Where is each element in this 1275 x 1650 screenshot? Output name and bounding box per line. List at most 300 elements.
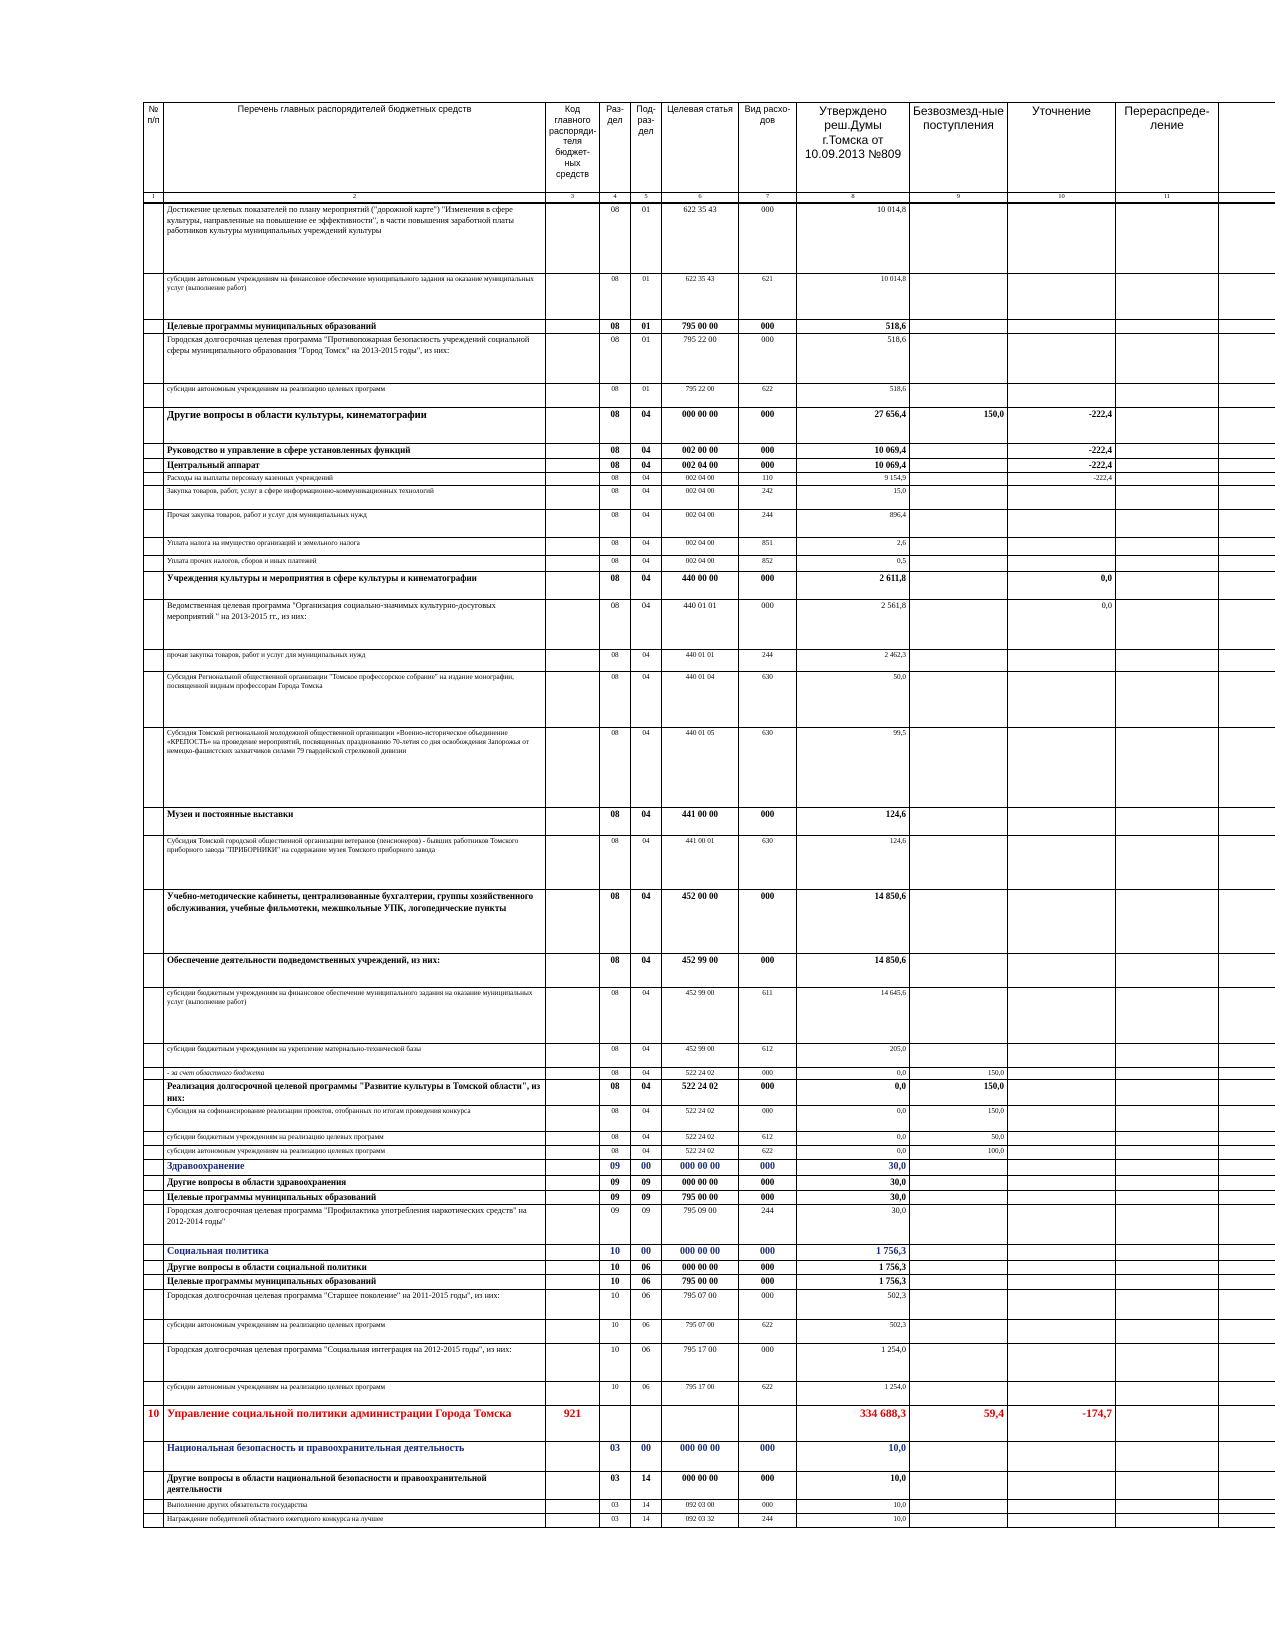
row-clarify (1008, 203, 1116, 273)
row-number (144, 486, 164, 510)
row-target: 795 17 00 (662, 1381, 739, 1405)
row-code (546, 1441, 600, 1471)
row-free (910, 836, 1008, 890)
row-extra (1219, 1441, 1275, 1471)
row-extra (1219, 556, 1275, 572)
row-clarify (1008, 1132, 1116, 1146)
row-redistrib (1116, 672, 1219, 728)
row-clarify (1008, 1381, 1116, 1405)
row-code (546, 728, 600, 808)
row-approved: 0,0 (797, 1106, 910, 1132)
row-code (546, 1319, 600, 1343)
col-code-header: Код главного распоряди-теля бюджет-ных средств (546, 103, 600, 193)
row-redistrib (1116, 1319, 1219, 1343)
row-clarify (1008, 319, 1116, 334)
row-clarify (1008, 808, 1116, 836)
row-target: 795 00 00 (662, 319, 739, 334)
row-number (144, 1160, 164, 1176)
row-target: 452 99 00 (662, 1044, 739, 1068)
row-code (546, 1190, 600, 1205)
row-razdel: 08 (600, 836, 631, 890)
row-redistrib (1116, 334, 1219, 384)
row-extra (1219, 808, 1275, 836)
col-redistrib-header: Перераспреде-ление (1116, 103, 1219, 193)
row-free (910, 1513, 1008, 1527)
row-razdel: 08 (600, 473, 631, 486)
row-name: Целевые программы муниципальных образований (164, 319, 546, 334)
row-type: 000 (739, 1176, 797, 1191)
row-extra (1219, 1381, 1275, 1405)
row-redistrib (1116, 1132, 1219, 1146)
table-row (144, 1275, 1275, 1290)
table-row (144, 650, 1275, 672)
row-podrazdel: 01 (631, 319, 662, 334)
row-code (546, 486, 600, 510)
row-target: 440 01 04 (662, 672, 739, 728)
row-target: 000 00 00 (662, 408, 739, 444)
row-target: 622 35 43 (662, 203, 739, 273)
row-clarify: -222,4 (1008, 408, 1116, 444)
row-name: Реализация долгосрочной целевой программы "Развитие культуры в Томской области", из них: (164, 1080, 546, 1106)
row-podrazdel: 04 (631, 538, 662, 556)
row-type: 000 (739, 1160, 797, 1176)
row-clarify (1008, 1513, 1116, 1527)
row-redistrib (1116, 954, 1219, 988)
col-free-header: Безвозмезд-ные поступления (910, 103, 1008, 193)
row-podrazdel: 04 (631, 650, 662, 672)
row-free (910, 808, 1008, 836)
row-redistrib (1116, 572, 1219, 600)
row-target: 002 04 00 (662, 473, 739, 486)
row-free (910, 1499, 1008, 1513)
row-redistrib (1116, 458, 1219, 473)
row-redistrib (1116, 1275, 1219, 1290)
row-podrazdel: 01 (631, 203, 662, 273)
row-code (546, 672, 600, 728)
row-approved: 0,0 (797, 1146, 910, 1160)
row-extra (1219, 1068, 1275, 1080)
row-target: 002 04 00 (662, 510, 739, 538)
row-type: 612 (739, 1044, 797, 1068)
row-redistrib (1116, 273, 1219, 319)
row-razdel: 10 (600, 1319, 631, 1343)
row-code (546, 572, 600, 600)
row-code (546, 1471, 600, 1499)
row-clarify (1008, 1343, 1116, 1381)
row-redistrib (1116, 1471, 1219, 1499)
row-podrazdel: 00 (631, 1441, 662, 1471)
row-number (144, 444, 164, 459)
row-target: 002 04 00 (662, 556, 739, 572)
row-target: 002 04 00 (662, 486, 739, 510)
row-number (144, 273, 164, 319)
table-body (144, 203, 1275, 1527)
row-extra (1219, 203, 1275, 273)
row-name: Другие вопросы в области национальной безопасности и правоохранительной деятельности (164, 1471, 546, 1499)
row-approved: 10 069,4 (797, 458, 910, 473)
row-name: Субсидия Региональной общественной организации "Томское профессорское собрание" на издание монографии, посвященной видным профессорам Города Томска (164, 672, 546, 728)
row-extra (1219, 1205, 1275, 1245)
row-clarify (1008, 1106, 1116, 1132)
row-code (546, 988, 600, 1044)
row-target: 795 00 00 (662, 1190, 739, 1205)
row-clarify (1008, 538, 1116, 556)
row-target: 522 24 02 (662, 1146, 739, 1160)
row-target: 795 09 00 (662, 1205, 739, 1245)
row-code (546, 556, 600, 572)
row-redistrib (1116, 1068, 1219, 1080)
row-name: Обеспечение деятельности подведомственных учреждений, из них: (164, 954, 546, 988)
row-podrazdel: 04 (631, 1146, 662, 1160)
row-code (546, 510, 600, 538)
row-number (144, 988, 164, 1044)
row-podrazdel: 04 (631, 510, 662, 538)
row-approved: 14 850,6 (797, 890, 910, 954)
row-redistrib (1116, 538, 1219, 556)
row-name: Управление социальной политики администрации Города Томска (164, 1405, 546, 1441)
row-free: 50,0 (910, 1132, 1008, 1146)
row-approved: 30,0 (797, 1205, 910, 1245)
row-razdel: 10 (600, 1289, 631, 1319)
row-redistrib (1116, 600, 1219, 650)
row-number (144, 1289, 164, 1319)
table-row (144, 408, 1275, 444)
row-target: 795 07 00 (662, 1289, 739, 1319)
row-clarify (1008, 728, 1116, 808)
row-approved: 1 756,3 (797, 1275, 910, 1290)
row-clarify (1008, 384, 1116, 408)
row-extra (1219, 1106, 1275, 1132)
row-number (144, 954, 164, 988)
row-number (144, 672, 164, 728)
row-name: Другие вопросы в области культуры, кинематографии (164, 408, 546, 444)
row-razdel: 08 (600, 556, 631, 572)
row-code (546, 384, 600, 408)
row-clarify (1008, 1160, 1116, 1176)
table-row (144, 1176, 1275, 1191)
row-number (144, 572, 164, 600)
row-code (546, 1132, 600, 1146)
row-clarify (1008, 556, 1116, 572)
column-number-row (144, 193, 1275, 204)
row-free (910, 203, 1008, 273)
table-row (144, 1513, 1275, 1527)
table-row (144, 556, 1275, 572)
row-approved: 1 756,3 (797, 1245, 910, 1261)
column-number: 2 (164, 193, 546, 204)
row-extra (1219, 954, 1275, 988)
row-target: 002 00 00 (662, 444, 739, 459)
row-podrazdel: 14 (631, 1499, 662, 1513)
row-free (910, 1044, 1008, 1068)
row-code (546, 1289, 600, 1319)
row-type: 000 (739, 808, 797, 836)
col-clarify-header: Уточнение (1008, 103, 1116, 193)
row-redistrib (1116, 408, 1219, 444)
row-type: 630 (739, 836, 797, 890)
row-clarify: -222,4 (1008, 444, 1116, 459)
row-extra (1219, 1260, 1275, 1275)
row-podrazdel: 01 (631, 334, 662, 384)
row-number (144, 1381, 164, 1405)
row-razdel: 03 (600, 1513, 631, 1527)
row-name: Учебно-методические кабинеты, централизованные бухгалтерии, группы хозяйственного обслуживания, учебные фильмотеки, межшкольные УПК, логопедические пункты (164, 890, 546, 954)
row-name: Центральный аппарат (164, 458, 546, 473)
row-razdel: 08 (600, 1106, 631, 1132)
row-type: 000 (739, 1080, 797, 1106)
row-type: 000 (739, 572, 797, 600)
row-code (546, 808, 600, 836)
row-code (546, 1176, 600, 1191)
row-razdel: 10 (600, 1275, 631, 1290)
row-free (910, 1190, 1008, 1205)
row-code (546, 319, 600, 334)
row-target: 000 00 00 (662, 1176, 739, 1191)
table-row (144, 510, 1275, 538)
row-type: 000 (739, 1275, 797, 1290)
row-clarify (1008, 1146, 1116, 1160)
row-podrazdel: 04 (631, 672, 662, 728)
column-number: 6 (662, 193, 739, 204)
row-clarify (1008, 836, 1116, 890)
row-redistrib (1116, 1160, 1219, 1176)
row-podrazdel (631, 1405, 662, 1441)
row-number (144, 1176, 164, 1191)
row-podrazdel: 04 (631, 458, 662, 473)
row-redistrib (1116, 444, 1219, 459)
row-name: Награждение победителей областного ежегодного конкурса на лучшее (164, 1513, 546, 1527)
row-redistrib (1116, 319, 1219, 334)
row-razdel: 08 (600, 319, 631, 334)
row-extra (1219, 273, 1275, 319)
row-number (144, 836, 164, 890)
row-free (910, 1160, 1008, 1176)
row-name: Городская долгосрочная целевая программа "Социальная интеграция на 2012-2015 годы", из них: (164, 1343, 546, 1381)
table-row (144, 444, 1275, 459)
row-code (546, 836, 600, 890)
row-clarify (1008, 672, 1116, 728)
row-podrazdel: 06 (631, 1343, 662, 1381)
row-approved: 10,0 (797, 1471, 910, 1499)
row-podrazdel: 00 (631, 1160, 662, 1176)
table-header-row (144, 103, 1275, 193)
row-type: 000 (739, 1190, 797, 1205)
column-number: 7 (739, 193, 797, 204)
row-approved: 1 254,0 (797, 1343, 910, 1381)
row-extra (1219, 600, 1275, 650)
row-name: Социальная политика (164, 1245, 546, 1261)
row-approved: 15,0 (797, 486, 910, 510)
row-extra (1219, 1275, 1275, 1290)
row-podrazdel: 04 (631, 1106, 662, 1132)
row-type: 000 (739, 1245, 797, 1261)
row-approved: 14 645,6 (797, 988, 910, 1044)
budget-table (143, 102, 1275, 1528)
row-extra (1219, 444, 1275, 459)
row-free (910, 672, 1008, 728)
row-code (546, 1499, 600, 1513)
row-podrazdel: 04 (631, 988, 662, 1044)
row-razdel: 09 (600, 1160, 631, 1176)
row-redistrib (1116, 1441, 1219, 1471)
row-podrazdel: 04 (631, 444, 662, 459)
row-extra (1219, 1245, 1275, 1261)
row-extra (1219, 1160, 1275, 1176)
row-approved: 124,6 (797, 808, 910, 836)
row-number (144, 510, 164, 538)
row-name: Расходы на выплаты персоналу казенных учреждений (164, 473, 546, 486)
col-num-header: № п/п (144, 103, 164, 193)
table-row (144, 572, 1275, 600)
row-clarify (1008, 890, 1116, 954)
row-free (910, 600, 1008, 650)
row-number (144, 1190, 164, 1205)
row-code (546, 444, 600, 459)
row-razdel: 08 (600, 444, 631, 459)
row-name: Уплата налога на имущество организаций и земельного налога (164, 538, 546, 556)
table-row (144, 728, 1275, 808)
table-row (144, 808, 1275, 836)
row-name: - за счет областного бюджета (164, 1068, 546, 1080)
row-clarify (1008, 1190, 1116, 1205)
row-clarify: -222,4 (1008, 458, 1116, 473)
row-redistrib (1116, 1245, 1219, 1261)
row-clarify (1008, 988, 1116, 1044)
row-number (144, 650, 164, 672)
row-name: Городская долгосрочная целевая программа "Противопожарная безопасность учреждений социальной сферы муниципального образования "Город Томск" на 2013-2015 годы", из них: (164, 334, 546, 384)
row-number (144, 1106, 164, 1132)
row-code (546, 1068, 600, 1080)
row-clarify (1008, 1471, 1116, 1499)
row-clarify (1008, 1319, 1116, 1343)
row-approved: 896,4 (797, 510, 910, 538)
row-type: 000 (739, 1289, 797, 1319)
row-redistrib (1116, 650, 1219, 672)
table-row (144, 1106, 1275, 1132)
row-number (144, 600, 164, 650)
row-code (546, 954, 600, 988)
row-target: 002 04 00 (662, 458, 739, 473)
row-free (910, 954, 1008, 988)
row-type: 000 (739, 1260, 797, 1275)
row-redistrib (1116, 384, 1219, 408)
row-podrazdel: 09 (631, 1176, 662, 1191)
row-redistrib (1116, 1343, 1219, 1381)
row-free: 150,0 (910, 408, 1008, 444)
row-number (144, 728, 164, 808)
row-number (144, 334, 164, 384)
row-type: 000 (739, 1499, 797, 1513)
row-number (144, 408, 164, 444)
column-number: 8 (797, 193, 910, 204)
row-clarify (1008, 1260, 1116, 1275)
column-number: 1 (144, 193, 164, 204)
row-name: субсидии бюджетным учреждениям на реализацию целевых программ (164, 1132, 546, 1146)
row-free (910, 728, 1008, 808)
row-type: 000 (739, 1471, 797, 1499)
row-type: 622 (739, 1381, 797, 1405)
row-target: 002 04 00 (662, 538, 739, 556)
row-number (144, 1044, 164, 1068)
row-podrazdel: 04 (631, 954, 662, 988)
row-approved: 124,6 (797, 836, 910, 890)
row-redistrib (1116, 1260, 1219, 1275)
row-extra (1219, 1190, 1275, 1205)
row-podrazdel: 04 (631, 486, 662, 510)
row-name: Здравоохранение (164, 1160, 546, 1176)
row-podrazdel: 04 (631, 1068, 662, 1080)
row-type: 000 (739, 408, 797, 444)
row-extra (1219, 1080, 1275, 1106)
row-podrazdel: 00 (631, 1245, 662, 1261)
row-code (546, 1275, 600, 1290)
row-code (546, 1381, 600, 1405)
row-razdel: 08 (600, 486, 631, 510)
row-razdel: 08 (600, 988, 631, 1044)
row-free (910, 319, 1008, 334)
row-target: 441 00 01 (662, 836, 739, 890)
budget-sheet (143, 102, 1275, 1528)
row-target: 092 03 00 (662, 1499, 739, 1513)
row-name: Уплата прочих налогов, сборов и иных платежей (164, 556, 546, 572)
row-type: 110 (739, 473, 797, 486)
column-number: 5 (631, 193, 662, 204)
table-row (144, 600, 1275, 650)
row-code (546, 203, 600, 273)
row-podrazdel: 14 (631, 1471, 662, 1499)
table-row (144, 319, 1275, 334)
row-target: 795 22 00 (662, 384, 739, 408)
row-extra (1219, 486, 1275, 510)
row-type: 000 (739, 1106, 797, 1132)
row-podrazdel: 04 (631, 890, 662, 954)
row-free: 150,0 (910, 1106, 1008, 1132)
row-free (910, 650, 1008, 672)
row-approved: 30,0 (797, 1176, 910, 1191)
table-row (144, 954, 1275, 988)
row-number (144, 1080, 164, 1106)
row-free (910, 458, 1008, 473)
row-approved: 502,3 (797, 1289, 910, 1319)
row-free (910, 473, 1008, 486)
row-podrazdel: 01 (631, 273, 662, 319)
row-target: 440 01 01 (662, 600, 739, 650)
row-approved: 27 656,4 (797, 408, 910, 444)
row-extra (1219, 1132, 1275, 1146)
row-clarify (1008, 1275, 1116, 1290)
table-row (144, 1190, 1275, 1205)
row-approved: 10 014,8 (797, 203, 910, 273)
row-code (546, 1513, 600, 1527)
row-approved: 10 014,8 (797, 273, 910, 319)
row-number (144, 890, 164, 954)
row-type: 612 (739, 1132, 797, 1146)
row-razdel: 03 (600, 1471, 631, 1499)
row-name: Другие вопросы в области здравоохранения (164, 1176, 546, 1191)
row-approved: 9 154,9 (797, 473, 910, 486)
row-razdel: 08 (600, 808, 631, 836)
row-razdel: 08 (600, 384, 631, 408)
row-podrazdel: 04 (631, 600, 662, 650)
row-clarify (1008, 1205, 1116, 1245)
row-name: Ведомственная целевая программа "Организация социально-значимых культурно-досуговых мероприятий " на 2013-2015 гг., из них: (164, 600, 546, 650)
row-free (910, 572, 1008, 600)
row-type: 000 (739, 319, 797, 334)
table-row (144, 334, 1275, 384)
row-name: Руководство и управление в сфере установленных функций (164, 444, 546, 459)
row-extra (1219, 538, 1275, 556)
row-number (144, 1343, 164, 1381)
